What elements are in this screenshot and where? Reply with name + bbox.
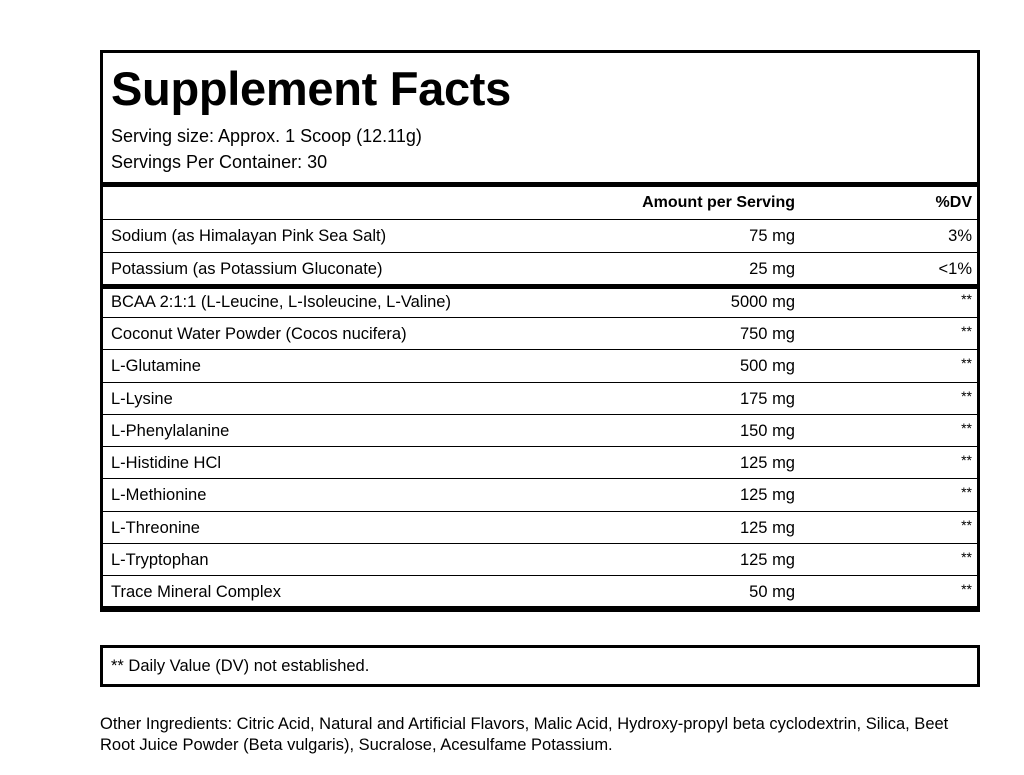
serving-size: Serving size: Approx. 1 Scoop (12.11g) [111, 126, 422, 146]
ingredient-name: L-Tryptophan [111, 551, 209, 569]
ingredient-dv: 3% [948, 227, 972, 245]
ingredient-dv: ** [961, 484, 972, 500]
ingredient-dv: <1% [938, 260, 972, 278]
divider-thick-bottom [103, 606, 977, 609]
column-header-amount: Amount per Serving [642, 194, 795, 211]
ingredient-name: L-Threonine [111, 519, 200, 537]
table-row [103, 382, 977, 415]
dv-footnote: ** Daily Value (DV) not established. [111, 657, 370, 675]
ingredient-name: Trace Mineral Complex [111, 583, 281, 601]
table-row [103, 219, 977, 252]
column-header-dv: %DV [935, 194, 972, 211]
ingredient-name: L-Methionine [111, 486, 207, 504]
table-row [103, 478, 977, 511]
ingredient-dv: ** [961, 355, 972, 371]
ingredient-amount: 125 mg [739, 519, 795, 537]
table-row [103, 286, 977, 318]
ingredient-amount: 750 mg [739, 325, 795, 343]
servings-per-container: Servings Per Container: 30 [111, 152, 328, 172]
table-row [103, 349, 977, 382]
supplement-facts-panel [100, 50, 980, 612]
ingredient-dv: ** [961, 452, 972, 468]
ingredient-amount: 75 mg [749, 227, 795, 245]
footnote-box [100, 645, 980, 687]
ingredient-amount: 125 mg [739, 454, 795, 472]
ingredient-amount: 150 mg [739, 422, 795, 440]
table-row [103, 543, 977, 576]
table-row [103, 446, 977, 479]
ingredient-amount: 125 mg [739, 551, 795, 569]
ingredient-name: L-Histidine HCl [111, 454, 222, 472]
ingredient-dv: ** [961, 549, 972, 565]
ingredient-dv: ** [961, 420, 972, 436]
ingredient-amount: 125 mg [739, 486, 795, 504]
ingredient-name: L-Lysine [111, 390, 173, 408]
table-row [103, 317, 977, 350]
ingredient-name: Coconut Water Powder (Cocos nucifera) [111, 325, 407, 343]
ingredient-dv: ** [961, 388, 972, 404]
table-row [103, 252, 977, 285]
ingredient-amount: 175 mg [739, 390, 795, 408]
table-row [103, 414, 977, 447]
ingredient-dv: ** [961, 517, 972, 533]
ingredient-name: L-Glutamine [111, 357, 201, 375]
ingredient-amount: 5000 mg [730, 293, 795, 311]
table-row [103, 575, 977, 608]
ingredient-dv: ** [961, 581, 972, 597]
ingredient-name: L-Phenylalanine [111, 422, 230, 440]
ingredient-dv: ** [961, 323, 972, 339]
ingredient-name: Sodium (as Himalayan Pink Sea Salt) [111, 227, 387, 245]
table-row [103, 511, 977, 544]
ingredient-amount: 50 mg [749, 583, 795, 601]
ingredient-dv: ** [961, 291, 972, 307]
ingredient-name: BCAA 2:1:1 (L-Leucine, L-Isoleucine, L-Valine) [111, 293, 451, 311]
divider-thick-top [103, 182, 977, 187]
ingredient-amount: 500 mg [739, 357, 795, 375]
facts-title: Supplement Facts [111, 62, 512, 115]
ingredient-amount: 25 mg [749, 260, 795, 278]
ingredient-name: Potassium (as Potassium Gluconate) [111, 260, 383, 278]
other-ingredients: Other Ingredients: Citric Acid, Natural and Artificial Flavors, Malic Acid, Hydroxy-propyl beta cyclodextrin, Silica, Beet Root Juice Powder (Beta vulgaris), Sucralose, Acesulfame Potassium. [100, 715, 949, 754]
